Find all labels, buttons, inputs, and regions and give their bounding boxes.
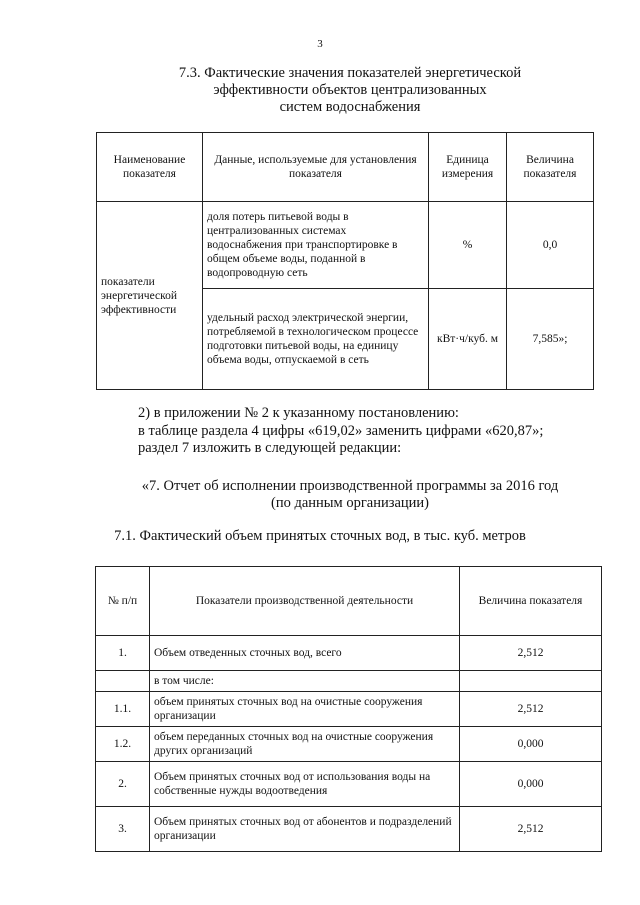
row-unit: кВт·ч/куб. м <box>429 289 507 390</box>
section-7-1-title: 7.1. Фактический объем принятых сточных вод, в тыс. куб. метров <box>114 528 526 544</box>
row-unit: % <box>429 202 507 289</box>
row-value <box>460 671 602 692</box>
row-text: Объем принятых сточных вод от абонентов и подразделений организации <box>150 807 460 852</box>
title-line: 7.3. Фактические значения показателей энергетической <box>178 65 522 81</box>
row-value: 0,000 <box>460 727 602 762</box>
row-text: Объем отведенных сточных вод, всего <box>150 636 460 671</box>
row-value: 2,512 <box>460 692 602 727</box>
row-value: 7,585»; <box>507 289 594 390</box>
row-number: 3. <box>96 807 150 852</box>
table-header-row <box>96 567 602 636</box>
table-row <box>96 671 602 692</box>
amendment-line: в таблице раздела 4 цифры «619,02» заменить цифрами «620,87»; <box>138 422 544 439</box>
row-description: доля потерь питьевой воды в централизованных системах водоснабжения при транспортировке в общем объеме воды, поданной в водопроводную сеть <box>203 202 429 289</box>
row-value: 0,000 <box>460 762 602 807</box>
amendment-text <box>138 405 543 458</box>
amendment-line: раздел 7 изложить в следующей редакции: <box>138 440 402 456</box>
amendment-line: 2) в приложении № 2 к указанному постановлению: <box>138 405 459 421</box>
table-row <box>96 807 602 852</box>
table-row <box>97 202 594 289</box>
group-name: показатели энергетической эффективности <box>97 202 203 390</box>
row-number: 1.2. <box>96 727 150 762</box>
row-value: 0,0 <box>507 202 594 289</box>
energy-efficiency-table <box>96 132 594 390</box>
table-row <box>96 636 602 671</box>
header-value: Величина показателя <box>507 133 594 202</box>
page-number: 3 <box>317 38 323 50</box>
section-7-title <box>0 478 640 512</box>
table-row <box>96 692 602 727</box>
header-name: Наименование показателя <box>97 133 203 202</box>
table-row <box>96 762 602 807</box>
row-number: 2. <box>96 762 150 807</box>
row-description: удельный расход электрической энергии, потребляемой в технологическом процессе подготовки питьевой воды, на единицу объема воды, отпускаемой в сеть <box>203 289 429 390</box>
header-data: Данные, используемые для установления показателя <box>203 133 429 202</box>
row-value: 2,512 <box>460 636 602 671</box>
title-line: (по данным организации) <box>270 495 429 511</box>
wastewater-table <box>95 566 602 852</box>
row-number <box>96 671 150 692</box>
header-value: Величина показателя <box>460 567 602 636</box>
row-number: 1. <box>96 636 150 671</box>
section-7-3-title <box>0 65 640 116</box>
row-value: 2,512 <box>460 807 602 852</box>
row-text: Объем принятых сточных вод от использования воды на собственные нужды водоотведения <box>150 762 460 807</box>
title-line: эффективности объектов централизованных <box>213 82 487 98</box>
title-line: систем водоснабжения <box>279 99 421 115</box>
header-num: № п/п <box>96 567 150 636</box>
row-text: объем принятых сточных вод на очистные сооружения организации <box>150 692 460 727</box>
header-indicator: Показатели производственной деятельности <box>150 567 460 636</box>
table-row <box>96 727 602 762</box>
title-line: «7. Отчет об исполнении производственной программы за 2016 год <box>141 478 559 494</box>
row-text: в том числе: <box>150 671 460 692</box>
table-header-row <box>97 133 594 202</box>
row-number: 1.1. <box>96 692 150 727</box>
row-text: объем переданных сточных вод на очистные сооружения других организаций <box>150 727 460 762</box>
header-unit: Единица измерения <box>429 133 507 202</box>
